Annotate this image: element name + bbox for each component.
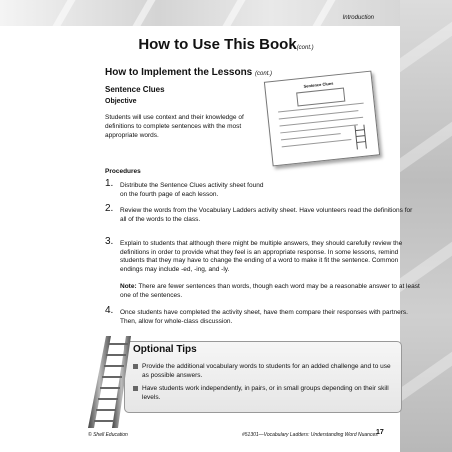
section-title-text: How to Implement the Lessons — [105, 67, 253, 78]
section-title-cont: (cont.) — [255, 71, 273, 77]
page-number: 17 — [376, 429, 384, 436]
tip-text: Provide the additional vocabulary words to students for an added challenge and to use as possible answers. — [142, 363, 391, 379]
note-text: There are fewer sentences than words, though each word may be a reasonable answer to at least one of the sentences. — [120, 283, 420, 299]
optional-tips-heading: Optional Tips — [133, 344, 197, 355]
step-text: Review the words from the Vocabulary Ladders activity sheet. Have volunteers read the definitions for all of the words to the class. — [120, 207, 413, 223]
footer-book-title: #51301—Vocabulary Ladders: Understanding Word Nuances — [242, 432, 378, 438]
objective-text: Students will use context and their knowledge of definitions to complete sentences with the most appropriate words. — [105, 114, 244, 139]
thumbnail-title: Sentence Clues — [303, 80, 334, 89]
step-number: 3. — [105, 236, 114, 247]
step-text: Once students have completed the activity sheet, have them compare their responses with partners. Then, allow for whole-class discussion. — [120, 309, 408, 325]
header-band — [0, 0, 452, 26]
thumbnail-ladder-icon — [352, 122, 371, 152]
step-number: 4. — [105, 305, 114, 316]
step-number: 2. — [105, 203, 114, 214]
section-label: Introduction — [342, 15, 374, 21]
page-title-cont: (cont.) — [296, 45, 314, 51]
step-text: Explain to students that although there might be multiple answers, they should carefully review the definitions in order to provide what they feel is an appropriate response. In some lessons, remind students that they may have to change the ending of a word to make it fit the sentence. Common endings may include -ed, -ing, and -ly. — [120, 240, 403, 273]
footer-publisher: © Shell Education — [88, 432, 128, 438]
step-number: 1. — [105, 178, 114, 189]
tip-item — [142, 385, 392, 402]
section-title — [105, 67, 272, 78]
note — [120, 283, 420, 300]
objective-heading: Objective — [105, 98, 137, 105]
ladder-icon — [86, 336, 134, 428]
note-label: Note: — [120, 283, 137, 290]
activity-heading: Sentence Clues — [105, 85, 165, 94]
procedures-heading: Procedures — [105, 168, 141, 175]
tip-text: Have students work independently, in pairs, or in small groups depending on their skill levels. — [142, 385, 389, 401]
worksheet-thumbnail — [264, 71, 380, 167]
page-title-text: How to Use This Book — [138, 36, 297, 53]
page-title — [0, 36, 452, 53]
side-band — [400, 0, 452, 452]
tip-item — [142, 363, 392, 380]
step-text: Distribute the Sentence Clues activity sheet found on the fourth page of each lesson. — [120, 182, 264, 198]
